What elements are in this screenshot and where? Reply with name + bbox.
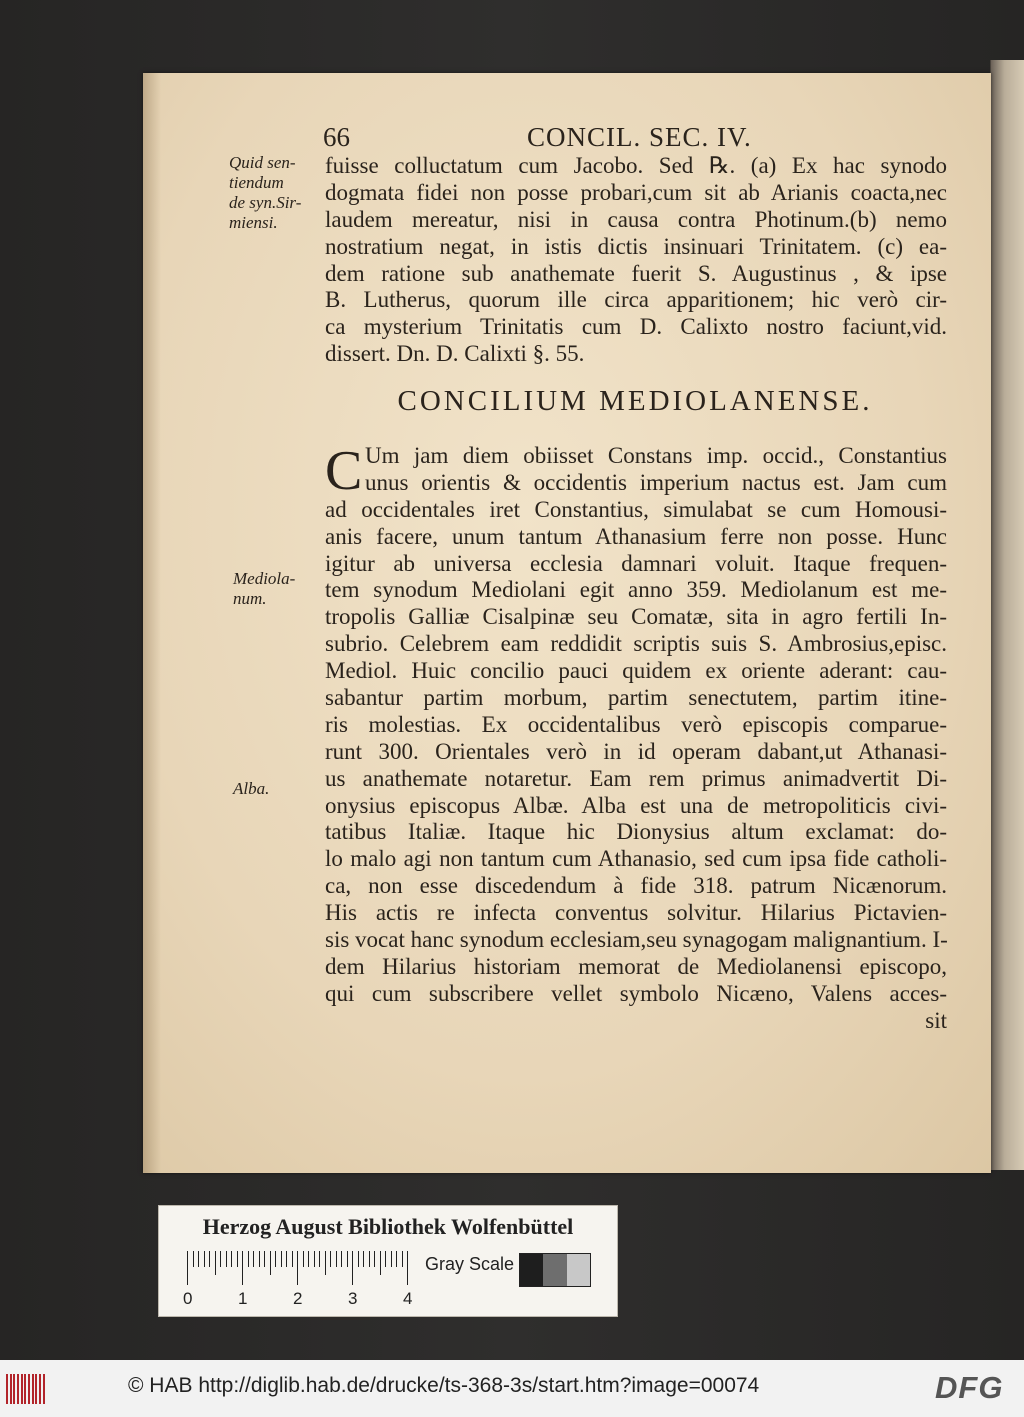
ruler-number: 2 xyxy=(293,1289,303,1308)
ruler-tick xyxy=(270,1251,271,1275)
text-line: igitur ab universa ecclesia damnari voluit. Itaque frequen- xyxy=(325,550,947,576)
ruler-tick xyxy=(380,1251,381,1275)
ruler-tick xyxy=(330,1251,331,1267)
text-line: dem ratione sub anathemate fuerit S. Augustinus , & ipse xyxy=(325,260,947,286)
text-line: tem synodum Mediolani egit anno 359. Mediolanum est me- xyxy=(325,577,947,603)
text-line: unus orientis & occidentis imperium nactus est. Jam cum xyxy=(365,469,947,495)
ruler-tick xyxy=(253,1251,254,1267)
gray-scale-label: Gray Scale xyxy=(425,1254,515,1274)
scale-ruler xyxy=(183,1251,417,1308)
ruler-tick xyxy=(407,1251,408,1285)
text-line: ris molestias. Ex occidentalibus verò episcopis comparue- xyxy=(325,711,947,737)
logo-bar xyxy=(10,1374,12,1404)
text-line: fuisse colluctatum cum Jacobo. Sed ℞. (a) Ex hac synodo xyxy=(325,153,947,178)
catchword: sit xyxy=(925,1007,947,1033)
ruler-tick xyxy=(325,1251,326,1275)
ruler-tick xyxy=(314,1251,315,1267)
text-line: dogmata fidei non posse probari,cum sit ab Arianis coacta,nec xyxy=(325,179,947,205)
logo-bar xyxy=(17,1374,19,1404)
ruler-tick xyxy=(396,1251,397,1267)
logo-bar xyxy=(35,1374,37,1404)
gray-swatch-mid xyxy=(543,1254,566,1286)
ruler-tick xyxy=(374,1251,375,1267)
text-line: tatibus Italiæ. Itaque hic Dionysius altum exclamat: do- xyxy=(325,819,947,845)
section-title: CONCILIUM MEDIOLANENSE. xyxy=(397,385,873,417)
ruler-tick xyxy=(319,1251,320,1267)
gray-swatch-light xyxy=(567,1254,590,1286)
drop-initial: C xyxy=(325,440,363,502)
text-line: dissert. Dn. D. Calixti §. 55. xyxy=(325,341,585,367)
ruler-tick xyxy=(336,1251,337,1267)
ruler-tick xyxy=(187,1251,188,1285)
logo-bar xyxy=(43,1374,45,1404)
ruler-number: 3 xyxy=(348,1289,358,1308)
text-line: anis facere, unum tantum Athanasium ferre non posse. Hunc xyxy=(325,523,947,549)
ruler-tick xyxy=(358,1251,359,1267)
text-line: dem Hilarius historiam memorat de Mediolanensi episcopo, xyxy=(325,953,947,979)
ruler-tick xyxy=(209,1251,210,1267)
text-line: Mediol. Huic concilio pauci quidem ex oriente aderant: cau- xyxy=(325,658,947,684)
adjacent-page-edge xyxy=(990,60,1024,1170)
logo-bar xyxy=(21,1374,23,1404)
ruler-tick xyxy=(385,1251,386,1267)
ruler-number: 1 xyxy=(238,1289,248,1308)
footer-bar xyxy=(0,1360,1024,1417)
margin-note-quid-sentiendum: Quid sen- tiendum de syn.Sir- miensi. xyxy=(229,153,302,232)
paragraph-1 xyxy=(325,153,947,368)
logo-bar xyxy=(6,1374,8,1404)
ruler-tick xyxy=(204,1251,205,1267)
dfg-logo: DFG xyxy=(935,1370,1004,1405)
text-line: ca mysterium Trinitatis cum D. Calixto nostro faciunt,vid. xyxy=(325,314,947,340)
ruler-tick xyxy=(242,1251,243,1285)
logo-bar xyxy=(24,1374,26,1404)
ruler-tick xyxy=(237,1251,238,1267)
ruler-tick xyxy=(308,1251,309,1267)
ruler-tick xyxy=(198,1251,199,1267)
logo-bar xyxy=(39,1374,41,1404)
ruler-tick xyxy=(292,1251,293,1267)
gray-scale-swatches xyxy=(519,1253,591,1287)
text-line: ad occidentales iret Constantius, simulabat se cum Homousi- xyxy=(325,496,947,522)
ruler-tick xyxy=(275,1251,276,1267)
text-line: sabantur partim morbum, partim senectutem, partim itine- xyxy=(325,685,947,711)
ruler-tick xyxy=(303,1251,304,1267)
ruler-tick xyxy=(231,1251,232,1267)
logo-bar xyxy=(28,1374,30,1404)
hab-logo-icon xyxy=(6,1374,48,1404)
ruler-tick xyxy=(286,1251,287,1267)
ruler-tick xyxy=(248,1251,249,1267)
text-line: Um jam diem obiisset Constans imp. occid., Constantius xyxy=(365,443,947,468)
margin-note-alba: Alba. xyxy=(233,779,270,798)
ruler-tick xyxy=(297,1251,298,1285)
gray-swatch-dark xyxy=(520,1254,543,1286)
ruler-tick xyxy=(220,1251,221,1267)
ruler-tick xyxy=(215,1251,216,1275)
text-line: qui cum subscribere vellet symbolo Nicæno, Valens acces- xyxy=(325,980,947,1006)
ruler-number: 4 xyxy=(403,1289,413,1308)
text-line: us anathemate notaretur. Eam rem primus animadvertit Di- xyxy=(325,765,947,791)
ruler-tick xyxy=(281,1251,282,1267)
ruler-tick xyxy=(193,1251,194,1267)
ruler-tick xyxy=(369,1251,370,1267)
ruler-tick xyxy=(352,1251,353,1285)
text-line: onysius episcopus Albæ. Alba est una de metropoliticis civi- xyxy=(325,792,947,818)
text-line: laudem mereatur, nisi in causa contra Photinum.(b) nemo xyxy=(325,206,947,232)
footer-credit[interactable]: © HAB http://diglib.hab.de/drucke/ts-368-3s/start.htm?image=00074 xyxy=(128,1374,760,1397)
institution-name: Herzog August Bibliothek Wolfenbüttel xyxy=(202,1214,574,1239)
text-line: His actis re infecta conventus solvitur. Hilarius Pictavien- xyxy=(325,900,947,926)
text-line: B. Lutherus, quorum ille circa apparitionem; hic verò cir- xyxy=(325,287,947,313)
ruler-tick xyxy=(226,1251,227,1267)
text-line: nostratium negat, in istis dictis insinuari Trinitatem. (c) ea- xyxy=(325,233,947,259)
logo-bar xyxy=(32,1374,34,1404)
ruler-number: 0 xyxy=(183,1289,193,1308)
color-chart-card xyxy=(158,1205,618,1317)
logo-bar xyxy=(13,1374,15,1404)
text-line: sis vocat hanc synodum ecclesiam,seu synagogam malignantium. I- xyxy=(325,927,948,953)
ruler-tick xyxy=(347,1251,348,1267)
text-line: ca, non esse discedendum à fide 318. patrum Nicænorum. xyxy=(325,873,947,899)
text-line: tropolis Galliæ Cisalpinæ seu Comatæ, sita in agro fertili In- xyxy=(325,604,947,630)
margin-note-mediolanum: Mediola- num. xyxy=(233,569,296,608)
ruler-tick xyxy=(259,1251,260,1267)
book-page xyxy=(143,73,991,1173)
ruler-tick xyxy=(391,1251,392,1267)
ruler-tick xyxy=(363,1251,364,1267)
page-number: 66 xyxy=(323,122,350,152)
text-line: runt 300. Orientales verò in id operam dabant,ut Athanasi- xyxy=(325,738,947,764)
paragraph-2 xyxy=(325,440,948,1035)
text-line: subrio. Celebrem eam reddidit scriptis suis S. Ambrosius,episc. xyxy=(325,631,947,657)
ruler-tick xyxy=(264,1251,265,1267)
ruler-tick xyxy=(341,1251,342,1267)
running-head-title: CONCIL. SEC. IV. xyxy=(527,122,752,152)
ruler-tick xyxy=(402,1251,403,1267)
text-line: lo malo agi non tantum cum Athanasio, sed cum ipsa fide catholi- xyxy=(325,846,947,872)
running-head xyxy=(323,119,943,155)
